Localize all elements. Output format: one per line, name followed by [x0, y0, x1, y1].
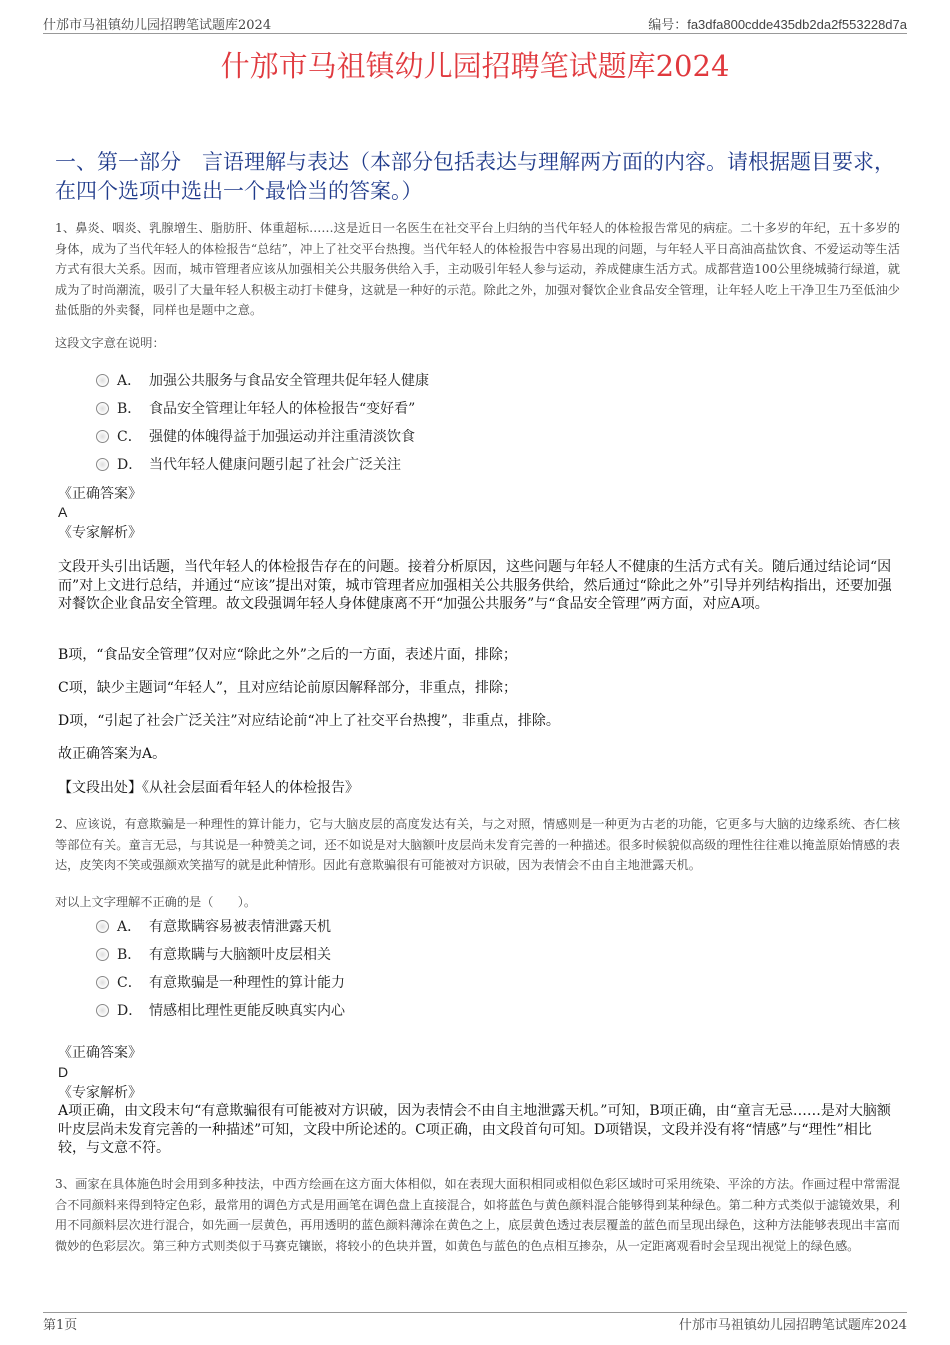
q3-passage: 3、画家在具体施色时会用到多种技法，中西方绘画在这方面大体相似，如在表现大面积相同或相似色彩区域时可采用统染、平涂的方法。作画过程中常需混合不同颜料来得到特定色彩，最常用的调色方式是用画笔在调色盘上直接混合，如将蓝色与黄色颜料混合能够得到某种绿色。第二种方式类似于滤镜效果，利用不同颜料层次进行混合，如先画一层黄色，再用透明的蓝色颜料薄涂在黄色之上，底层黄色透过表层覆盖的蓝色而呈现出绿色，这种方法能够表现出丰富而微妙的色彩层次。第三种方式则类似于马赛克镶嵌，将较小的色块并置，如黄色与蓝色的色点相互掺杂，从一定距离观看时会呈现出视觉上的绿色感。: [55, 1177, 900, 1253]
section-heading: 一、第一部分 言语理解与表达（本部分包括表达与理解两方面的内容。请根据题目要求，在四个选项中选出一个最恰当的答案。）: [55, 150, 895, 203]
q2-option-b[interactable]: B． 有意欺瞒与大脑额叶皮层相关: [96, 945, 331, 965]
q1-option-c[interactable]: C． 强健的体魄得益于加强运动并注重清淡饮食: [96, 427, 415, 447]
q1-question: 这段文字意在说明：: [55, 336, 165, 350]
q1-answer: A: [58, 504, 68, 520]
radio-icon[interactable]: [96, 976, 109, 989]
q2-option-a[interactable]: A． 有意欺瞒容易被表情泄露天机: [96, 917, 331, 937]
radio-icon[interactable]: [96, 948, 109, 961]
radio-icon[interactable]: [96, 920, 109, 933]
page-number: 第1页: [43, 1318, 78, 1333]
radio-icon[interactable]: [96, 458, 109, 471]
radio-icon[interactable]: [96, 374, 109, 387]
q1-analysis-d: D项，“引起了社会广泛关注”对应结论前“冲上了社交平台热搜”，非重点，排除。: [58, 713, 560, 729]
q1-option-a[interactable]: A． 加强公共服务与食品安全管理共促年轻人健康: [96, 371, 429, 391]
radio-icon[interactable]: [96, 402, 109, 415]
q2-option-c[interactable]: C． 有意欺骗是一种理性的算计能力: [96, 973, 345, 993]
footer-divider: [43, 1312, 907, 1313]
radio-icon[interactable]: [96, 430, 109, 443]
q1-conclusion: 故正确答案为A。: [58, 746, 167, 762]
q2-analysis: A项正确，由文段末句“有意欺骗很有可能被对方识破，因为表情会不由自主地泄露天机。”可知，B项正确，由“童言无忌……是对大脑额叶皮层尚未发育完善的一种描述”可知，文段中所论述的。C项正确，由文段首句可知。D项错误，文段并没有将“情感”与“理性”相比较，与文意不符。: [58, 1103, 891, 1156]
q2-answer-label: 《正确答案》: [58, 1045, 142, 1061]
q1-source: 【文段出处】《从社会层面看年轻人的体检报告》: [58, 780, 359, 796]
page-title: 什邡市马祖镇幼儿园招聘笔试题库2024: [220, 49, 730, 83]
q2-option-d[interactable]: D． 情感相比理性更能反映真实内心: [96, 1001, 345, 1021]
q1-analysis-c: C项，缺少主题词“年轻人”，且对应结论前原因解释部分，非重点，排除；: [58, 680, 518, 696]
header-doc-id: 编号：fa3dfa800cdde435db2da2f553228d7a: [648, 17, 907, 32]
q2-passage: 2、应该说，有意欺骗是一种理性的算计能力，它与大脑皮层的高度发达有关，与之对照，情感则是一种更为古老的功能，它更多与大脑的边缘系统、杏仁核等部位有关。童言无忌，与其说是一种赞美之词，还不如说是对大脑额叶皮层尚未发育完善的一种描述。很多时候貌似高级的理性往往难以掩盖原始情感的表达，皮笑肉不笑或强颜欢笑描写的就是此种情形。因此有意欺骗很有可能被对方识破，因为表情会不由自主地泄露天机。: [55, 817, 900, 872]
radio-icon[interactable]: [96, 1004, 109, 1017]
q1-analysis-label: 《专家解析》: [58, 525, 142, 541]
page-header: [43, 14, 907, 34]
q1-answer-label: 《正确答案》: [58, 486, 142, 502]
header-title: 什邡市马祖镇幼儿园招聘笔试题库2024: [43, 18, 272, 33]
q1-analysis-main: 文段开头引出话题，当代年轻人的体检报告存在的问题。接着分析原因，这些问题与年轻人不健康的生活方式有关。随后通过结论词“因而”对上文进行总结，并通过“应该”提出对策，城市管理者应加强相关公共服务供给，然后通过“除此之外”引导并列结构指出，还要加强对餐饮企业食品安全管理。故文段强调年轻人身体健康离不开“加强公共服务”与“食品安全管理”两方面，对应A项。: [58, 559, 892, 612]
q2-answer: D: [58, 1064, 69, 1080]
q1-analysis-b: B项，“食品安全管理”仅对应“除此之外”之后的一方面，表述片面，排除；: [58, 647, 517, 663]
q2-analysis-label: 《专家解析》: [58, 1085, 142, 1101]
header-divider: [43, 33, 907, 34]
q1-option-d[interactable]: D． 当代年轻人健康问题引起了社会广泛关注: [96, 455, 401, 475]
q1-passage: 1、鼻炎、咽炎、乳腺增生、脂肪肝、体重超标……这是近日一名医生在社交平台上归纳的当代年轻人的体检报告常见的病症。二十多岁的年纪，五十多岁的身体，成为了当代年轻人的体检报告“总结”，冲上了社交平台热搜。当代年轻人的体检报告中容易出现的问题，与年轻人平日高油高盐饮食、不爱运动等生活方式有很大关系。因而，城市管理者应该从加强相关公共服务供给入手，主动吸引年轻人参与运动，养成健康生活方式。成都营造100公里绕城骑行绿道，就成为了时尚潮流，吸引了大量年轻人积极主动打卡健身，这就是一种好的示范。除此之外，加强对餐饮企业食品安全管理，让年轻人吃上干净卫生乃至低油少盐低脂的外卖餐，同样也是题中之意。: [55, 221, 900, 317]
footer-title: 什邡市马祖镇幼儿园招聘笔试题库2024: [678, 1318, 907, 1333]
q2-question: 对以上文字理解不正确的是（ ）。: [55, 895, 257, 909]
q1-option-b[interactable]: B． 食品安全管理让年轻人的体检报告“变好看”: [96, 399, 415, 419]
